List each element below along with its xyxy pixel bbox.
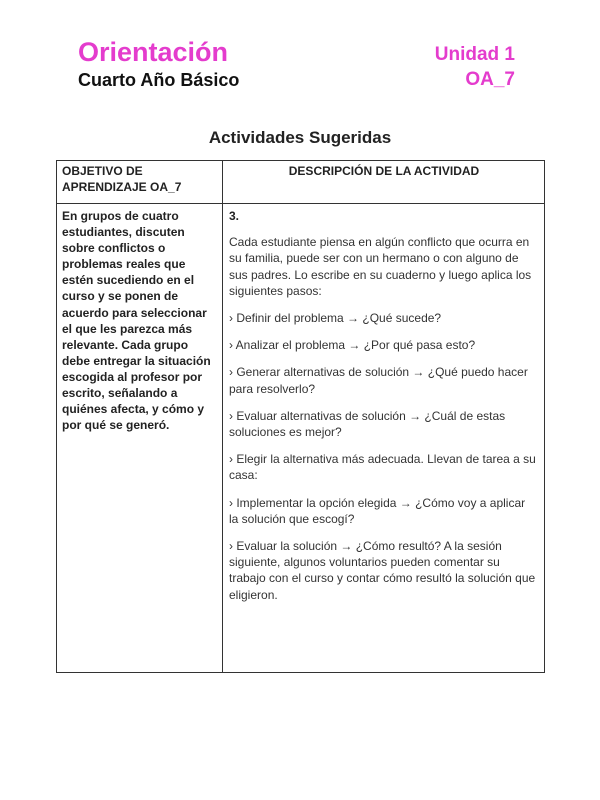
activity-step: › Evaluar la solución → ¿Cómo resultó? A la sesión siguiente, algunos voluntarios pueden comentar su trabajo con el curso y contar cómo resultó la solución que eligieron. <box>229 539 536 602</box>
activity-step: › Definir del problema → ¿Qué sucede? <box>229 311 442 326</box>
activity-step: › Analizar el problema → ¿Por qué pasa esto? <box>229 338 476 353</box>
oa-label: OA_7 <box>465 69 515 90</box>
description-header-text: DESCRIPCIÓN DE LA ACTIVIDAD <box>288 164 480 178</box>
description-column-header <box>223 161 545 204</box>
objective-cell <box>57 204 223 673</box>
header-left <box>78 36 239 91</box>
objective-column-header <box>57 161 223 204</box>
activity-number: 3. <box>229 209 240 223</box>
unit-label: Unidad 1 <box>434 44 515 65</box>
activity-step: › Implementar la opción elegida → ¿Cómo voy a aplicar la solución que escogí? <box>229 495 526 526</box>
description-cell <box>223 204 545 673</box>
activity-step: › Elegir la alternativa más adecuada. Llevan de tarea a su casa: <box>229 452 536 483</box>
table-header-row <box>57 161 545 204</box>
activity-step: › Evaluar alternativas de solución → ¿Cuál de estas soluciones es mejor? <box>229 408 506 440</box>
activity-intro: Cada estudiante piensa en algún conflicto que ocurra en su familia, puede ser con un hermano o con alguno de sus padres. Lo escribe en su cuaderno y luego aplica los siguientes pasos: <box>229 235 532 298</box>
objective-header-text: OBJETIVO DE APRENDIZAJE OA_7 <box>62 164 182 194</box>
grade-subtitle: Cuarto Año Básico <box>78 70 240 90</box>
subject-title: Orientación <box>78 37 229 67</box>
objective-text: En grupos de cuatro estudiantes, discuten sobre conflictos o problemas reales que estén sucediendo en el curso y se ponen de acuerdo para seleccionar el que les parezca más relevante. Cada grupo debe entregar la situación escogida al profesor por escrito, señalando a quiénes afecta, y cómo y por qué se generó. <box>62 209 211 433</box>
activity-step: › Generar alternativas de solución → ¿Qué puedo hacer para resolverlo? <box>229 365 528 396</box>
section-title: Actividades Sugeridas <box>208 128 392 147</box>
activity-table <box>56 160 545 673</box>
table-row <box>57 204 545 673</box>
header-right <box>435 44 515 91</box>
description-content <box>223 204 544 672</box>
